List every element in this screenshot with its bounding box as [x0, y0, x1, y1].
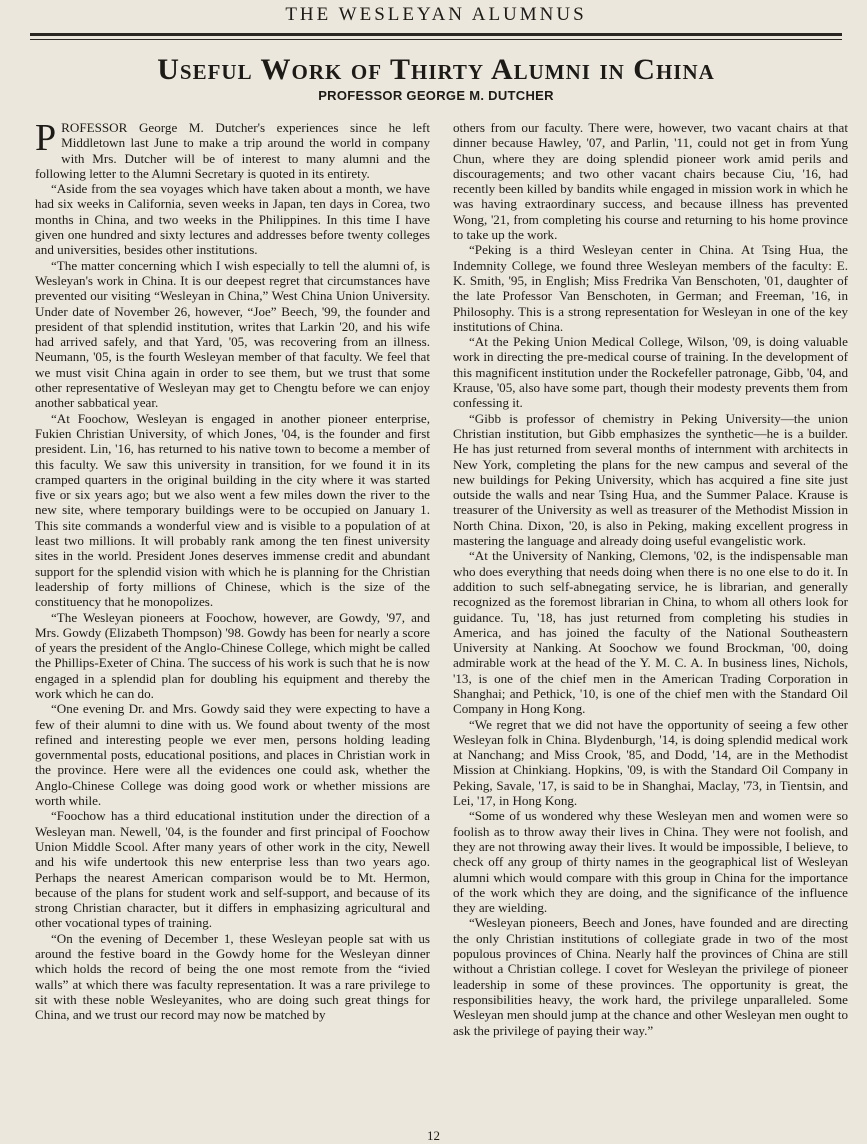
- running-head: THE WESLEYAN ALUMNUS: [285, 4, 587, 25]
- paragraph: “Wesleyan pioneers, Beech and Jones, have founded and are directing the only Christian institutions of collegiate grade in two of the most populous provinces of China. Nearly half the provinces of China are still without a Christian college. I covet for Wesleyan the privilege of pioneer leadership in some of these provinces. The opportunity is great, the responsibilities heavy, the work hard, the privilege unparalleled. Some Wesleyan men should jump at the chance and other Wesleyan men ought to ask the privilege of paying their way.”: [453, 915, 848, 1038]
- article-byline: PROFESSOR GEORGE M. DUTCHER: [318, 88, 554, 103]
- left-column: [35, 117, 430, 1023]
- paragraph: “Some of us wondered why these Wesleyan men and women were so foolish as to throw away their lives in China. They were not foolish, and they are not throwing away their lives. It would be impossible, I believe, to check off any group of thirty names in the geographical list of Wesleyan alumni which would compare with this group in China for the importance of the work which they are doing, and the significance of the influence they are wielding.: [453, 808, 848, 916]
- paragraph: “The matter concerning which I wish especially to tell the alumni of, is Wesleyan's work in China. It is our deepest regret that circumstances have prevented our visiting “Wesleyan in China,” West China Union University. Under date of November 26, however, “Joe” Beech, '99, the founder and president of that splendid institution, writes that Larkin '20, and his wife had arrived safely, and that Yard, '05, was recovering from an illness. Neumann, '05, is the fourth Wesleyan member of that faculty. We feel that we must visit China again in order to see them, but we trust that some other representative of Wesleyan may get to Chengtu before we can enjoy another sabbatical year.: [35, 257, 430, 411]
- paragraph: “We regret that we did not have the opportunity of seeing a few other Wesleyan folk in China. Blydenburgh, '14, is doing splendid medical work at Nanchang; and Miss Crook, '85, and Dodd, '14, are in the Methodist Mission at Chinkiang. Hopkins, '09, is with the Standard Oil Company in Peking, Savale, '17, is said to be in Shanghai, Maclay, '73, in Tientsin, and Lei, '17, in Hong Kong.: [453, 716, 848, 809]
- continued-paragraph: others from our faculty. There were, however, two vacant chairs at that dinner because Hawley, '07, and Parlin, '11, could not get in from Yung Chun, where they are doing splendid pioneer work amid perils and discouragements; and two other vacant chairs because Ciu, '16, had recently been killed by bandits while engaged in mission work in which he was having extraordinary success, and because illness has prevented Wong, '21, from completing his course and returning to his home province to take up the work.: [453, 120, 848, 243]
- intro-text: ROFESSOR George M. Dutcher's experiences since he left Middletown last June to make a trip around the world in company with Mrs. Dutcher will be of interest to many alumni and the following letter to the Alumni Secretary is quoted in its entirety.: [35, 120, 430, 181]
- header-rule-thick: [30, 33, 842, 36]
- paragraph: “At the University of Nanking, Clemons, '02, is the indispensable man who does everything that needs doing when there is no one else to do it. In addition to such self-abnegating service, he is librarian, and generally recognized as the foremost librarian in China, to whom all others look for guidance. Tu, '18, has just returned from completing his studies in America, and has joined the faculty of the National Southeastern University at Nanking. At Soochow we found Brockman, '00, doing admirable work at the head of the Y. M. C. A. In business lines, Nichols, '13, is one of the chief men in the American Trading Corporation in Shanghai; and Pethick, '10, is one of the chief men with the Standard Oil Company in Hong Kong.: [453, 548, 848, 717]
- intro-paragraph: [35, 117, 430, 181]
- paragraph: “Aside from the sea voyages which have taken about a month, we have had six weeks in California, seven weeks in Japan, ten days in Corea, two months in China, and two weeks in the Philippines. In this time I have given one hundred and sixty lectures and addresses before twenty colleges and universities, besides other institutions.: [35, 181, 430, 258]
- header-rule-thin: [30, 39, 842, 40]
- paragraph: “One evening Dr. and Mrs. Gowdy said they were expecting to have a few of their alumni to dine with us. We found about twenty of the most refined and interesting people we ever men, persons holding leading governmental posts, educational positions, and places in Christian work in the province. Here were all the evidences one could ask, whether the Anglo-Chinese College was doing good work or whether missions are worth while.: [35, 701, 430, 809]
- drop-cap: P: [35, 117, 57, 159]
- paragraph: “Foochow has a third educational institution under the direction of a Wesleyan man. Newell, '04, is the founder and first principal of Foochow Union Middle Scool. After many years of other work in the city, Newell and his wife undertook this new enterprise less than two years ago. Perhaps the nearest American comparison would be to Mt. Hermon, because of the plans for student work and self-support, and because of its strong Christian character, but it differs in emphasizing agricultural and other vocational types of training.: [35, 808, 430, 931]
- article-title: Useful Work of Thirty Alumni in China: [157, 53, 715, 86]
- paragraph: “At Foochow, Wesleyan is engaged in another pioneer enterprise, Fukien Christian University, of which Jones, '04, is the founder and first president. Lin, '16, has returned to his native town to become a member of this faculty. We saw this university in transition, for we found it in its cramped quarters in the original building in the city where it was started five or six years ago; but we also went a few miles down the river to the new site, where temporary buildings were to be occupied on January 1. This site commands a wonderful view and is visible to a population of at least two millions. It will probably rank among the ten finest university sites in the world. President Jones deserves immense credit and abundant support for the splendid vision with which he is planning for the Christian leadership of forty millions of Chinese, which is the size of the constituency that he monopolizes.: [35, 410, 430, 610]
- paragraph: “On the evening of December 1, these Wesleyan people sat with us around the festive board in the Gowdy home for the Wesleyan dinner which holds the record of being the one most remote from the “ivied walls” at which there was faculty representation. It was a rare privilege to sit with these noble Wesleyanites, who are doing such great things for China, and we trust our record may now be matched by: [35, 930, 430, 1023]
- right-column: [453, 120, 848, 1038]
- page-number: 12: [427, 1128, 440, 1143]
- paragraph: “At the Peking Union Medical College, Wilson, '09, is doing valuable work in directing the pre-medical course of training. In the development of this magnificent institution under the Rockefeller patronage, Gibb, '04, and Krause, '05, also have some part, though their modesty prevents them from confessing it.: [453, 334, 848, 411]
- paragraph: “The Wesleyan pioneers at Foochow, however, are Gowdy, '97, and Mrs. Gowdy (Elizabeth Thompson) '98. Gowdy has been for nearly a score of years the president of the Anglo-Chinese College, which might be called the Phillips-Exeter of China. The success of his work is such that he is now engaged in a splendid plan for doubling his equipment and thereby the work which he can do.: [35, 609, 430, 701]
- paragraph: “Gibb is professor of chemistry in Peking University—the union Christian institution, but Gibb emphasizes the synthetic—he is a builder. He has just returned from several months of internment with architects in New York, completing the plans for the new campus and several of the new buildings for Peking University, which has acquired a fine site just outside the walls and near Tsing Hua, and the Summer Palace. Krause is treasurer of the University as well as treasurer of the Methodist Mission in North China. Dixon, '20, is also in Peking, making excellent progress in mastering the language and already doing useful evangelistic work.: [453, 410, 848, 549]
- paragraph: “Peking is a third Wesleyan center in China. At Tsing Hua, the Indemnity College, we found three Wesleyan members of the faculty: E. K. Smith, '95, in English; Miss Fredrika Van Benschoten, '01, daughter of the late Professor Van Benschoten, in German; and Freeman, '16, in Philosophy. This is a strong representation for Wesleyan in one of the key institutions of China.: [453, 242, 848, 334]
